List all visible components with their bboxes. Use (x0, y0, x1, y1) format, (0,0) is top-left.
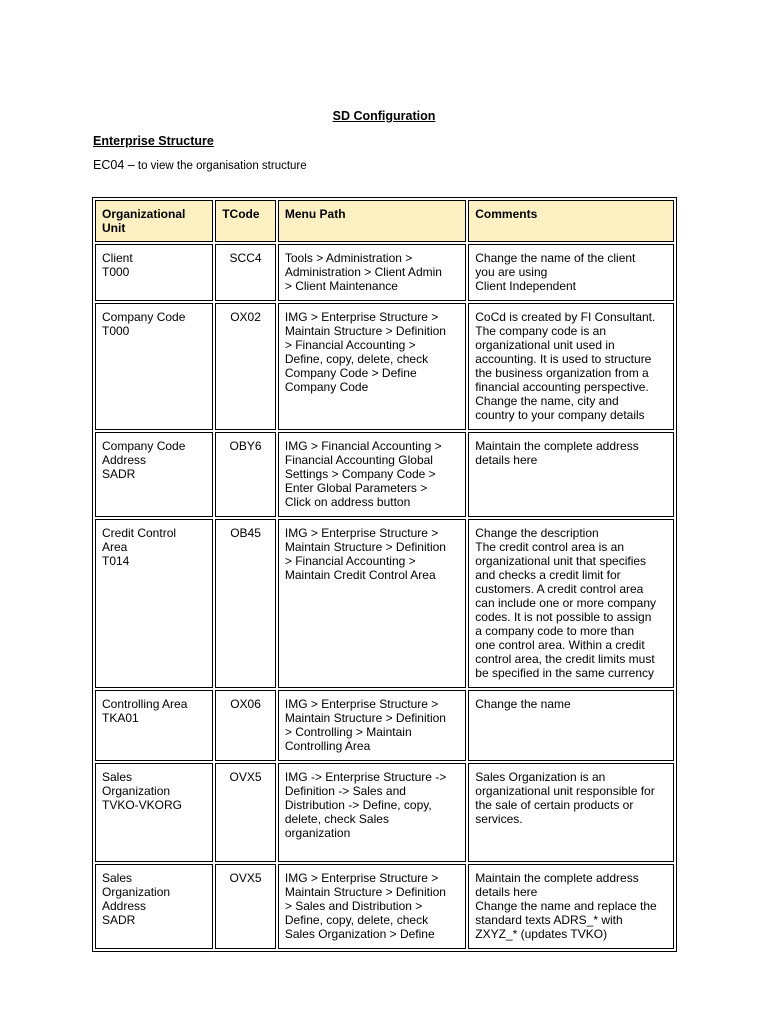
cell-organizational-unit: Credit Control Area T014 (95, 519, 213, 688)
cell-organizational-unit: Company Code T000 (95, 303, 213, 430)
intro-tcode: EC04 – (93, 158, 135, 172)
cell-tcode: OB45 (215, 519, 276, 688)
cell-comments: Maintain the complete address details here (468, 432, 674, 517)
cell-organizational-unit: Sales Organization Address SADR (95, 864, 213, 949)
header-menu-path: Menu Path (278, 200, 466, 242)
cell-organizational-unit: Sales Organization TVKO-VKORG (95, 763, 213, 862)
table-row (95, 244, 674, 301)
cell-menu-path: IMG > Enterprise Structure > Maintain Structure > Definition > Financial Accounting > Define, copy, delete, check Company Code > Define Company Code (278, 303, 466, 430)
cell-comments: Change the name (468, 690, 674, 761)
cell-comments: Sales Organization is an organizational unit responsible for the sale of certain products or services. (468, 763, 674, 862)
cell-organizational-unit: Client T000 (95, 244, 213, 301)
cell-tcode: OVX5 (215, 864, 276, 949)
cell-tcode: OX02 (215, 303, 276, 430)
table-row (95, 690, 674, 761)
configuration-table (92, 197, 677, 952)
intro-line (93, 158, 307, 172)
cell-menu-path: IMG > Financial Accounting > Financial Accounting Global Settings > Company Code > Enter Global Parameters > Click on address button (278, 432, 466, 517)
table-row (95, 519, 674, 688)
cell-comments: Maintain the complete address details here Change the name and replace the standard texts ADRS_* with ZXYZ_* (updates TVKO) (468, 864, 674, 949)
cell-tcode: OVX5 (215, 763, 276, 862)
cell-menu-path: IMG > Enterprise Structure > Maintain Structure > Definition > Financial Accounting > Maintain Credit Control Area (278, 519, 466, 688)
cell-tcode: OBY6 (215, 432, 276, 517)
table-row (95, 864, 674, 949)
cell-organizational-unit: Controlling Area TKA01 (95, 690, 213, 761)
cell-menu-path: Tools > Administration > Administration > Client Admin > Client Maintenance (278, 244, 466, 301)
table-row (95, 432, 674, 517)
table-header-row (95, 200, 674, 242)
intro-text: to view the organisation structure (134, 160, 307, 172)
cell-organizational-unit: Company Code Address SADR (95, 432, 213, 517)
header-tcode: TCode (215, 200, 276, 242)
document-title: SD Configuration (332, 109, 436, 123)
cell-comments: CoCd is created by FI Consultant. The company code is an organizational unit used in accounting. It is used to structure the business organization from a financial accounting perspective. Change the name, city and country to your company details (468, 303, 674, 430)
cell-comments: Change the name of the client you are using Client Independent (468, 244, 674, 301)
table-row (95, 303, 674, 430)
cell-tcode: SCC4 (215, 244, 276, 301)
header-organizational-unit: Organizational Unit (95, 200, 213, 242)
cell-menu-path: IMG > Enterprise Structure > Maintain Structure > Definition > Controlling > Maintain Controlling Area (278, 690, 466, 761)
cell-menu-path: IMG > Enterprise Structure > Maintain Structure > Definition > Sales and Distribution > Define, copy, delete, check Sales Organization > Define (278, 864, 466, 949)
cell-comments: Change the description The credit control area is an organizational unit that specifies and checks a credit limit for customers. A credit control area can include one or more company codes. It is not possible to assign a company code to more than one control area. Within a credit control area, the credit limits must be specified in the same currency (468, 519, 674, 688)
cell-tcode: OX06 (215, 690, 276, 761)
table-row (95, 763, 674, 862)
header-comments: Comments (468, 200, 674, 242)
cell-menu-path: IMG -> Enterprise Structure -> Definition -> Sales and Distribution -> Define, copy, delete, check Sales organization (278, 763, 466, 862)
section-heading: Enterprise Structure (93, 134, 214, 148)
